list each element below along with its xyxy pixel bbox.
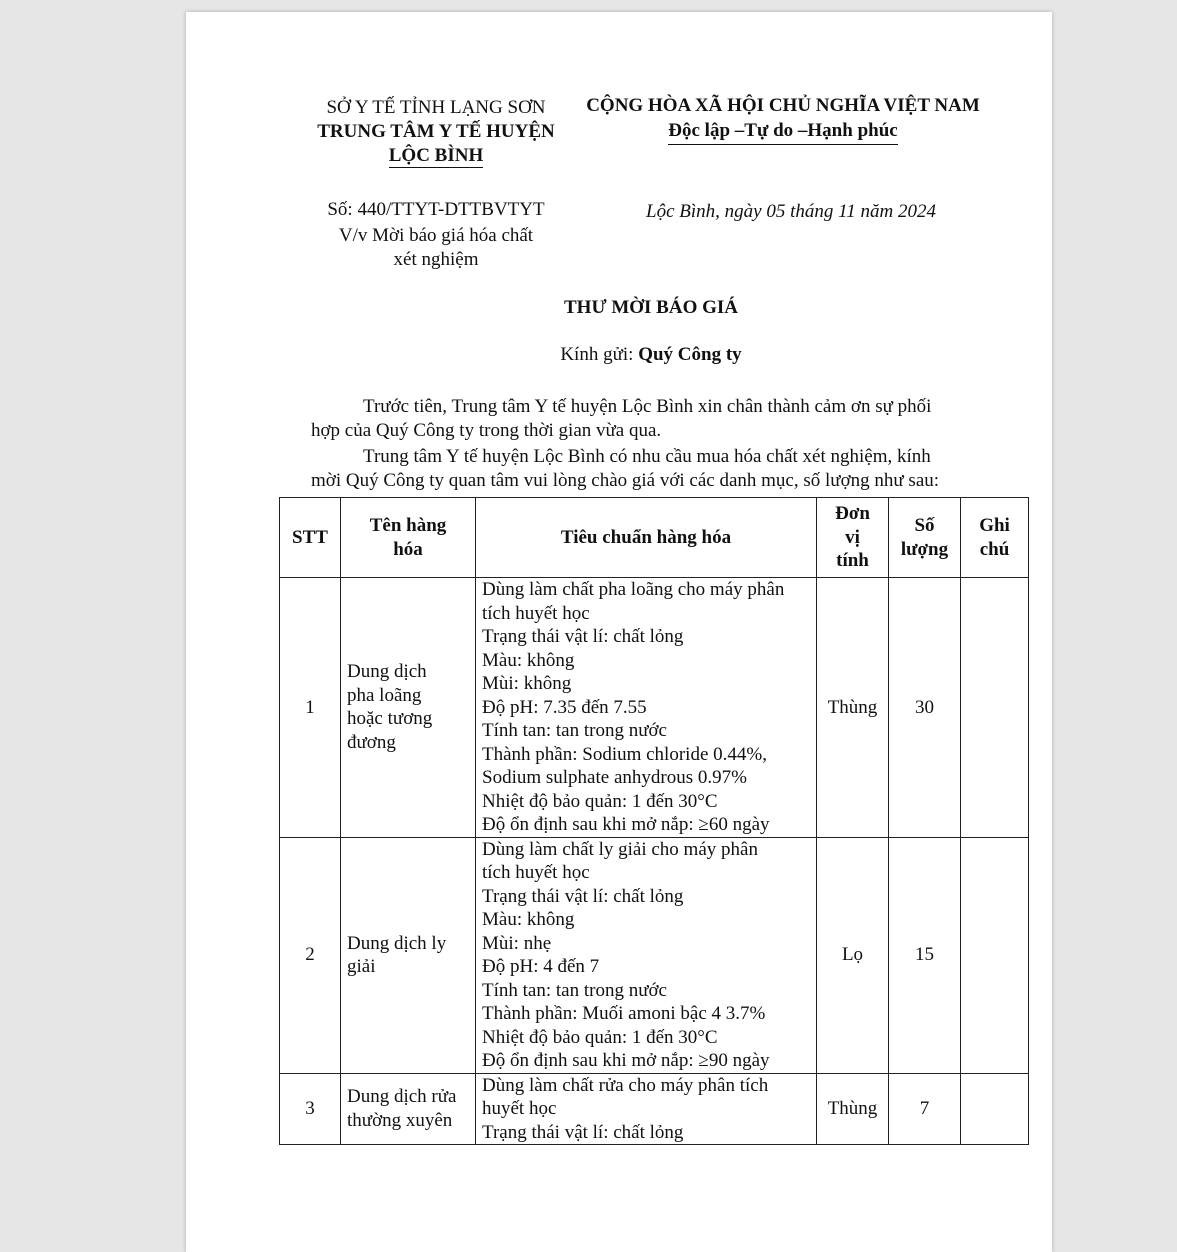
- cell-item-name: [341, 578, 476, 838]
- cell-item-name: [341, 1073, 476, 1145]
- spec-line: Độ ổn định sau khi mở nắp: ≥90 ngày: [482, 1050, 770, 1071]
- cell-stt: 1: [280, 578, 341, 838]
- document-page: [186, 12, 1052, 1252]
- paragraph-1: [311, 395, 993, 443]
- item-name-line: Dung dịch: [347, 661, 427, 683]
- goods-table: [279, 497, 1029, 1145]
- doc-number: Số: 440/TTYT-DTTBVTYT: [327, 199, 545, 220]
- greeting-recipient: Quý Công ty: [638, 344, 742, 365]
- item-name-line: Dung dịch rửa: [347, 1086, 457, 1108]
- spec-line: Dùng làm chất pha loãng cho máy phân: [482, 579, 785, 600]
- issuer-district: LỘC BÌNH: [388, 145, 484, 166]
- cell-quantity: 7: [889, 1073, 961, 1145]
- item-name-line: hoặc tương: [347, 708, 433, 730]
- table-row: [280, 1073, 1029, 1145]
- cell-unit: Thùng: [817, 1073, 889, 1145]
- spec-line: Dùng làm chất ly giải cho máy phân: [482, 838, 758, 860]
- paragraph-2-line2: mời Quý Công ty quan tâm vui lòng chào giá với các danh mục, số lượng như sau:: [311, 470, 940, 491]
- paragraph-2-line1: Trung tâm Y tế huyện Lộc Bình có nhu cầu mua hóa chất xét nghiệm, kính: [363, 446, 931, 467]
- paragraph-1-line1: Trước tiên, Trung tâm Y tế huyện Lộc Bình xin chân thành cảm ơn sự phối: [363, 396, 932, 417]
- spec-line: Mùi: không: [482, 673, 572, 694]
- cell-quantity: 15: [889, 837, 961, 1073]
- spec-line: Dùng làm chất rửa cho máy phân tích: [482, 1074, 769, 1096]
- item-name-line: Dung dịch ly: [347, 932, 447, 954]
- header-quantity: Số lượng: [889, 498, 961, 578]
- national-motto: Độc lập –Tự do –Hạnh phúc: [668, 118, 897, 145]
- spec-line: Nhiệt độ bảo quản: 1 đến 30°C: [482, 1026, 718, 1048]
- cell-unit: Lọ: [817, 837, 889, 1073]
- doc-subject-line1: V/v Mời báo giá hóa chất: [338, 225, 534, 246]
- document-title: THƯ MỜI BÁO GIÁ: [564, 297, 738, 318]
- cell-note: [961, 837, 1029, 1073]
- spec-line: Độ ổn định sau khi mở nắp: ≥60 ngày: [482, 814, 770, 835]
- place-date: Lộc Bình, ngày 05 tháng 11 năm 2024: [646, 201, 936, 222]
- issuer-block: [296, 96, 576, 168]
- cell-stt: 2: [280, 837, 341, 1073]
- greeting: [186, 343, 1116, 367]
- item-name-line: thường xuyên: [347, 1109, 453, 1131]
- spec-line: Nhiệt độ bảo quản: 1 đến 30°C: [482, 790, 718, 812]
- doc-reference: [296, 198, 576, 272]
- cell-specification: [476, 578, 817, 838]
- header-unit: Đơn vị tính: [817, 498, 889, 578]
- paragraph-1-line2: hợp của Quý Công ty trong thời gian vừa qua.: [311, 420, 662, 441]
- spec-line: Sodium sulphate anhydrous 0.97%: [482, 767, 747, 788]
- header-specification: Tiêu chuẩn hàng hóa: [476, 498, 817, 578]
- issuer-center: TRUNG TÂM Y TẾ HUYỆN: [317, 121, 555, 142]
- national-header: [578, 94, 988, 145]
- item-name-line: pha loãng: [347, 684, 422, 706]
- spec-line: tích huyết học: [482, 602, 590, 624]
- spec-line: Màu: không: [482, 909, 575, 930]
- spec-line: Trạng thái vật lí: chất lỏng: [482, 1121, 684, 1143]
- cell-specification: [476, 1073, 817, 1145]
- header-note: Ghi chú: [961, 498, 1029, 578]
- cell-note: [961, 1073, 1029, 1145]
- spec-line: Độ pH: 7.35 đến 7.55: [482, 696, 647, 718]
- spec-line: Độ pH: 4 đến 7: [482, 956, 600, 977]
- goods-table-body: [280, 578, 1029, 1145]
- item-name-line: đương: [347, 731, 396, 753]
- spec-line: huyết học: [482, 1098, 557, 1119]
- table-header-row: [280, 498, 1029, 578]
- spec-line: Tính tan: tan trong nước: [482, 979, 667, 1001]
- spec-line: Trạng thái vật lí: chất lỏng: [482, 626, 684, 647]
- issuer-department: SỞ Y TẾ TỈNH LẠNG SƠN: [326, 97, 546, 118]
- cell-quantity: 30: [889, 578, 961, 838]
- cell-unit: Thùng: [817, 578, 889, 838]
- paragraph-2: [311, 445, 1001, 493]
- spec-line: tích huyết học: [482, 862, 590, 883]
- cell-specification: [476, 837, 817, 1073]
- doc-subject-line2: xét nghiệm: [393, 249, 479, 270]
- cell-note: [961, 578, 1029, 838]
- greeting-prefix: Kính gửi:: [560, 344, 639, 365]
- spec-line: Mùi: nhẹ: [482, 932, 552, 954]
- spec-line: Thành phần: Muối amoni bậc 4 3.7%: [482, 1003, 766, 1024]
- spec-line: Tính tan: tan trong nước: [482, 720, 667, 741]
- cell-item-name: [341, 837, 476, 1073]
- cell-stt: 3: [280, 1073, 341, 1145]
- header-item-name: Tên hàng hóa: [341, 498, 476, 578]
- spec-line: Màu: không: [482, 649, 575, 671]
- spec-line: Trạng thái vật lí: chất lỏng: [482, 885, 684, 907]
- national-title: CỘNG HÒA XÃ HỘI CHỦ NGHĨA VIỆT NAM: [586, 95, 980, 116]
- table-row: [280, 578, 1029, 838]
- table-row: [280, 837, 1029, 1073]
- spec-line: Thành phần: Sodium chloride 0.44%,: [482, 743, 767, 765]
- header-stt: STT: [280, 498, 341, 578]
- item-name-line: giải: [347, 956, 376, 977]
